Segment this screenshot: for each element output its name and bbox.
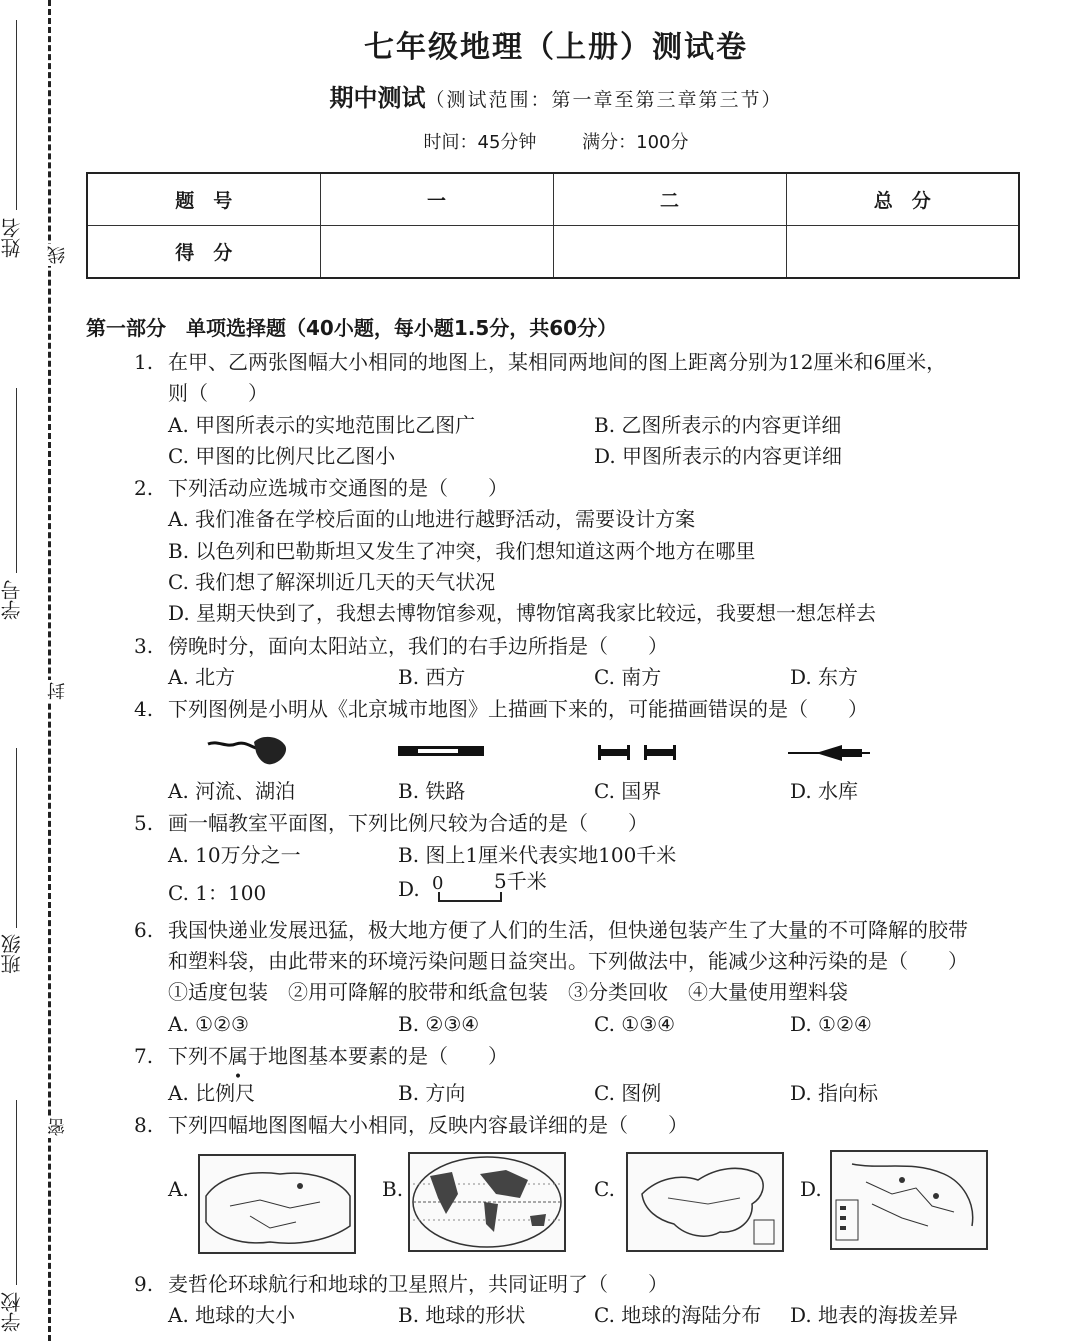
option-c[interactable]: C. 南方 <box>594 665 662 689</box>
map-option-b[interactable] <box>408 1152 566 1252</box>
option-a[interactable]: A. <box>168 1177 189 1201</box>
question-number: 7. <box>134 1044 154 1068</box>
option-a[interactable]: A. 10万分之一 <box>168 843 301 867</box>
score-table-row-score <box>87 226 1019 279</box>
world-map-icon <box>410 1154 564 1250</box>
option-d[interactable]: D. ①②④ <box>790 1012 872 1036</box>
option-b[interactable]: B. 乙图所表示的内容更详细 <box>594 413 842 437</box>
seal-char-secret: 密 <box>45 1116 71 1138</box>
score-table-row-header <box>87 173 1019 226</box>
option-d[interactable]: D. 地表的海拔差异 <box>790 1303 959 1327</box>
fill-line-school <box>16 1100 17 1285</box>
option-d[interactable]: D. 甲图所表示的内容更详细 <box>594 444 843 468</box>
option-b[interactable]: B. ②③④ <box>398 1012 480 1036</box>
option-a[interactable]: A. 地球的大小 <box>168 1303 296 1327</box>
question-number: 8. <box>134 1113 154 1137</box>
option-c[interactable]: C. 我们想了解深圳近几天的天气状况 <box>168 570 496 594</box>
emphasis-text <box>208 1044 268 1068</box>
option-a[interactable]: A. 比例尺 <box>168 1081 256 1105</box>
score-input-cell[interactable] <box>553 226 786 279</box>
map-option-a[interactable] <box>198 1154 356 1254</box>
seal-char-line: 线 <box>45 244 71 266</box>
subtitle-scope: （测试范围：第一章至第三章第三节） <box>425 89 783 111</box>
option-b[interactable]: B. 以色列和巴勒斯坦又发生了冲突，我们想知道这两个地方在哪里 <box>168 539 756 563</box>
margin-label-school: 学校 <box>0 1292 24 1332</box>
option-a[interactable]: A. 河流、湖泊 <box>168 779 296 803</box>
river-lake-legend-icon <box>206 734 296 770</box>
question-text-pre: 下列 <box>168 1044 208 1068</box>
question-number: 1. <box>134 350 154 374</box>
question-number: 4. <box>134 697 154 721</box>
emphasis-word: 不属于 <box>208 1044 268 1068</box>
question-statements: ①适度包装 ②用可降解的胶带和纸盒包装 ③分类回收 ④大量使用塑料袋 <box>168 980 848 1004</box>
question-text: 在甲、乙两张图幅大小相同的地图上，某相同两地间的图上距离分别为12厘米和6厘米， <box>168 350 947 374</box>
option-b[interactable]: B. <box>382 1177 404 1201</box>
exam-duration: 时间：45分钟 <box>423 132 537 153</box>
score-input-cell[interactable] <box>320 226 553 279</box>
score-input-cell[interactable] <box>786 226 1019 279</box>
option-b[interactable]: B. 图上1厘米代表实地100千米 <box>398 843 677 867</box>
margin-label-name: 姓名 <box>0 218 24 258</box>
score-cell: 得 分 <box>87 226 320 279</box>
exam-time-info <box>86 128 1026 154</box>
question-text: 麦哲伦环球航行和地球的卫星照片，共同证明了（ ） <box>168 1272 668 1296</box>
border-legend-icon <box>596 744 680 762</box>
margin-label-class: 班级 <box>0 934 24 974</box>
option-c[interactable]: C. 1：100 <box>168 881 267 905</box>
question-number: 3. <box>134 634 154 658</box>
score-cell: 题 号 <box>87 173 320 226</box>
railway-legend-icon <box>396 742 488 760</box>
fill-line-id <box>16 388 17 573</box>
option-d[interactable] <box>398 869 547 905</box>
option-d-label: D. <box>398 877 420 901</box>
score-cell: 二 <box>553 173 786 226</box>
binding-margin <box>0 0 70 1341</box>
fill-line-class <box>16 748 17 928</box>
option-d[interactable]: D. 星期天快到了，我想去博物馆参观，博物馆离我家比较远，我要想一想怎样去 <box>168 601 877 625</box>
question-number: 5. <box>134 811 154 835</box>
option-d[interactable]: D. 东方 <box>790 665 859 689</box>
question-text: 下列活动应选城市交通图的是（ ） <box>168 476 508 500</box>
subtitle-main: 期中测试 <box>329 83 426 112</box>
seal-char-seal: 封 <box>45 680 71 702</box>
option-c[interactable]: C. <box>594 1177 615 1201</box>
option-a[interactable]: A. 北方 <box>168 665 236 689</box>
score-table <box>86 172 1020 279</box>
option-c[interactable]: C. 地球的海陆分布 <box>594 1303 762 1327</box>
score-cell: 总 分 <box>786 173 1019 226</box>
option-c[interactable]: C. 国界 <box>594 779 662 803</box>
asia-map-icon <box>200 1156 354 1252</box>
map-option-c[interactable] <box>626 1152 784 1252</box>
question-text: 我国快递业发展迅猛，极大地方便了人们的生活，但快递包装产生了大量的不可降解的胶带 <box>168 918 968 942</box>
option-d[interactable]: D. <box>800 1177 822 1201</box>
option-b[interactable]: B. 地球的形状 <box>398 1303 526 1327</box>
question-text-post: 地图基本要素的是（ ） <box>268 1044 508 1068</box>
question-number: 9. <box>134 1272 154 1296</box>
reservoir-legend-icon <box>786 742 872 764</box>
option-c[interactable]: C. 图例 <box>594 1081 662 1105</box>
cut-line <box>48 0 51 1341</box>
fill-line-name <box>16 20 17 210</box>
option-b[interactable]: B. 铁路 <box>398 779 466 803</box>
option-b[interactable]: B. 方向 <box>398 1081 466 1105</box>
exam-subtitle <box>86 78 1026 113</box>
exam-full-score: 满分：100分 <box>582 132 689 153</box>
question-text <box>168 1041 1028 1072</box>
scale-bar-start: 0 <box>432 872 444 894</box>
exam-title: 七年级地理（上册）测试卷 <box>364 30 748 65</box>
option-a[interactable]: A. 我们准备在学校后面的山地进行越野活动，需要设计方案 <box>168 507 696 531</box>
scale-bar <box>432 872 494 902</box>
question-number: 2. <box>134 476 154 500</box>
option-d[interactable]: D. 指向标 <box>790 1081 879 1105</box>
option-c[interactable]: C. 甲图的比例尺比乙图小 <box>168 444 396 468</box>
option-a[interactable]: A. ①②③ <box>168 1012 249 1036</box>
option-b[interactable]: B. 西方 <box>398 665 466 689</box>
question-text: 傍晚时分，面向太阳站立，我们的右手边所指是（ ） <box>168 634 668 658</box>
scale-bar-line <box>438 892 502 902</box>
question-text: 画一幅教室平面图，下列比例尺较为合适的是（ ） <box>168 811 648 835</box>
margin-label-id: 学号 <box>0 580 24 620</box>
map-option-d[interactable] <box>830 1150 988 1250</box>
question-text: 和塑料袋，由此带来的环境污染问题日益突出。下列做法中，能减少这种污染的是（ ） <box>168 949 968 973</box>
score-cell: 一 <box>320 173 553 226</box>
question-text: 下列四幅地图图幅大小相同，反映内容最详细的是（ ） <box>168 1113 688 1137</box>
regional-map-icon <box>832 1152 986 1248</box>
option-a[interactable]: A. 甲图所表示的实地范围比乙图广 <box>168 413 476 437</box>
option-d[interactable]: D. 水库 <box>790 779 859 803</box>
option-c[interactable]: C. ①③④ <box>594 1012 676 1036</box>
question-number: 6. <box>134 918 154 942</box>
part1-heading: 第一部分 单项选择题（40小题，每小题1.5分，共60分） <box>86 316 618 340</box>
question-text: 下列图例是小明从《北京城市地图》上描画下来的，可能描画错误的是（ ） <box>168 697 868 721</box>
scale-bar-end: 5千米 <box>494 869 547 893</box>
question-text: 则（ ） <box>168 381 268 405</box>
china-map-icon <box>628 1154 782 1250</box>
